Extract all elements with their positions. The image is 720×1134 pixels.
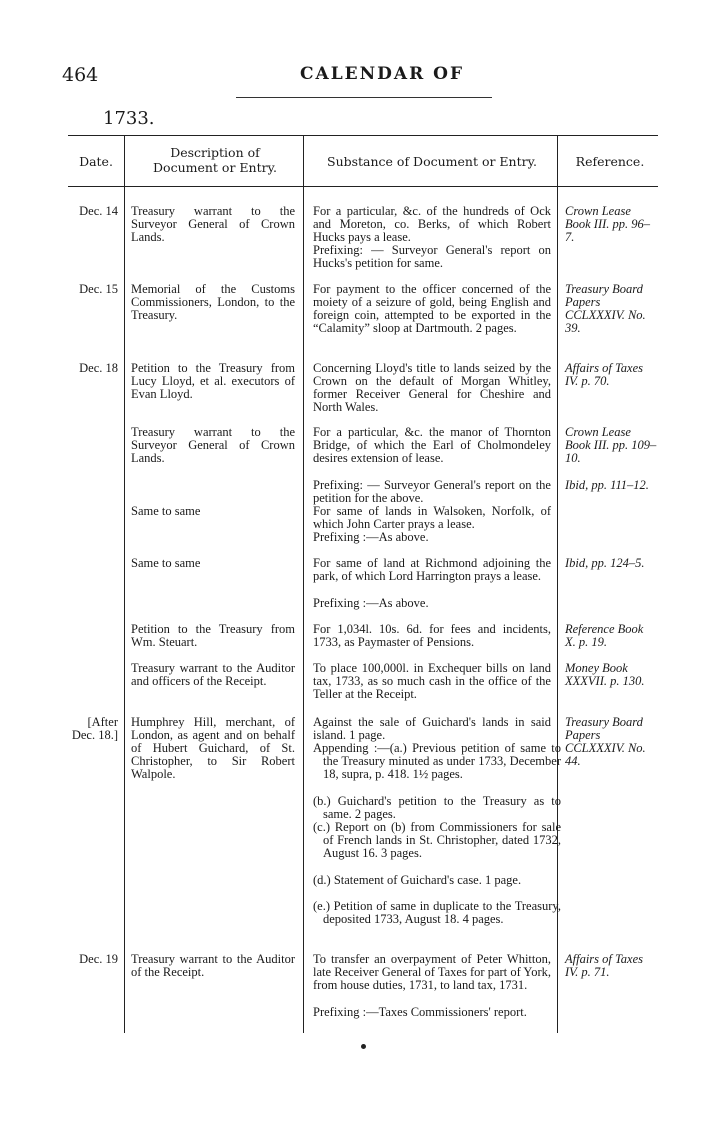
entry-reference: Reference Book X. p. 19. [565,622,644,649]
entry-prefixing: Prefixing: — Surveyor General's report on the petition for the above. [313,478,551,505]
entry-prefixing: Prefixing: — Surveyor General's report on Hucks's petition for same. [313,243,551,270]
entry-reference: Affairs of Taxes IV. p. 71. [565,952,644,979]
entry-reference: Affairs of Taxes IV. p. 70. [565,361,644,388]
appendix-e: (e.) Petition of same in duplicate to the Treasury, deposited 1733, August 18. 4 pages. [313,899,561,926]
entry-description: Same to same [131,504,201,518]
entry-substance: Concerning Lloyd's title to lands seized by the Crown on the default of Morgan Whitley, former Receiver General for Cheshire and North Wales. [313,361,551,414]
col-header-description: Description of Document or Entry. [153,145,277,175]
entry-description: Treasury warrant to the Surveyor General of Crown Lands. [131,425,295,465]
column-divider [124,136,125,1033]
entry-substance: For 1,034l. 10s. 6d. for fees and incidents, 1733, as Paymaster of Pensions. [313,622,551,649]
entry-reference: Crown Lease Book III. pp. 109–10. [565,425,657,465]
entry-substance: For a particular, &c. of the hundreds of Ock and Moreton, co. Berks, of which Robert Hucks pays a lease. [313,204,551,244]
entry-substance: To place 100,000l. in Exchequer bills on land tax, 1733, as so much cash in the office of the Teller at the Receipt. [313,661,551,701]
col-header-date: Date. [79,154,113,169]
title-rule [236,97,492,98]
entry-prefixing: Prefixing :—As above. [313,596,429,610]
entry-date: Dec. 18 [79,361,118,375]
entry-description: Treasury warrant to the Auditor and officers of the Receipt. [131,661,295,688]
entry-prefixing: Prefixing :—As above. [313,530,429,544]
running-title: CALENDAR OF [300,64,465,84]
entry-date: Dec. 19 [79,952,118,966]
year-heading: 1733. [103,108,155,129]
table-top-rule [68,135,658,136]
col-header-substance: Substance of Document or Entry. [327,154,537,169]
entry-substance: To transfer an overpayment of Peter Whitton, late Receiver General of Taxes for part of York, from house duties, 1731, to land tax, 1731. [313,952,551,992]
entry-description: Treasury warrant to the Auditor of the Receipt. [131,952,295,979]
entry-description: Treasury warrant to the Surveyor General of Crown Lands. [131,204,295,244]
entry-reference: Treasury Board Papers CCLXXXIV. No. 44. [565,715,646,768]
entry-description: Same to same [131,556,201,570]
appendix-b: (b.) Guichard's petition to the Treasury as to same. 2 pages. [313,794,561,821]
entry-description: Humphrey Hill, merchant, of London, as agent and on behalf of Hubert Guichard, of St. Christopher, to Sir Robert Walpole. [131,715,295,781]
column-divider [303,136,304,1033]
entry-description: Petition to the Treasury from Wm. Steuart. [131,622,295,649]
entry-substance: For a particular, &c. the manor of Thornton Bridge, of which the Earl of Cholmondeley desires extension of lease. [313,425,551,465]
entry-description: Petition to the Treasury from Lucy Lloyd, et al. executors of Evan Lloyd. [131,361,295,401]
header-bottom-rule [68,186,658,187]
entry-reference-ibid: Ibid, pp. 111–12. [565,478,649,492]
appendix-d: (d.) Statement of Guichard's case. 1 page. [313,873,522,887]
appendix-a: Appending :—(a.) Previous petition of same to the Treasury minuted as under 1733, December 18, supra, p. 418. 1½ pages. [313,741,561,781]
entry-reference: Crown Lease Book III. pp. 96–7. [565,204,651,244]
entry-reference: Money Book XXXVII. p. 130. [565,661,645,688]
entry-substance: For same of land at Richmond adjoining the park, of which Lord Harrington prays a lease. [313,556,551,583]
entry-description: Memorial of the Customs Commissioners, London, to the Treasury. [131,282,295,322]
page-mark [361,1044,366,1049]
entry-date: [After Dec. 18.] [71,715,118,742]
entry-substance: For same of lands in Walsoken, Norfolk, of which John Carter prays a lease. [313,504,551,531]
entry-reference: Ibid, pp. 124–5. [565,556,645,570]
entry-date: Dec. 15 [79,282,118,296]
entry-reference: Treasury Board Papers CCLXXXIV. No. 39. [565,282,646,335]
entry-substance: For payment to the officer concerned of the moiety of a seizure of gold, being English and foreign coin, attempted to be exported in the “Calamity” sloop at Dartmouth. 2 pages. [313,282,551,335]
entry-substance: Against the sale of Guichard's lands in said island. 1 page. [313,715,551,742]
page-number: 464 [62,64,99,86]
appendix-c: (c.) Report on (b) from Commissioners for sale of French lands in St. Christopher, dated 1732, August 16. 3 pages. [313,820,561,860]
col-header-reference: Reference. [575,154,645,169]
entry-date: Dec. 14 [79,204,118,218]
entry-prefixing: Prefixing :—Taxes Commissioners' report. [313,1005,527,1019]
